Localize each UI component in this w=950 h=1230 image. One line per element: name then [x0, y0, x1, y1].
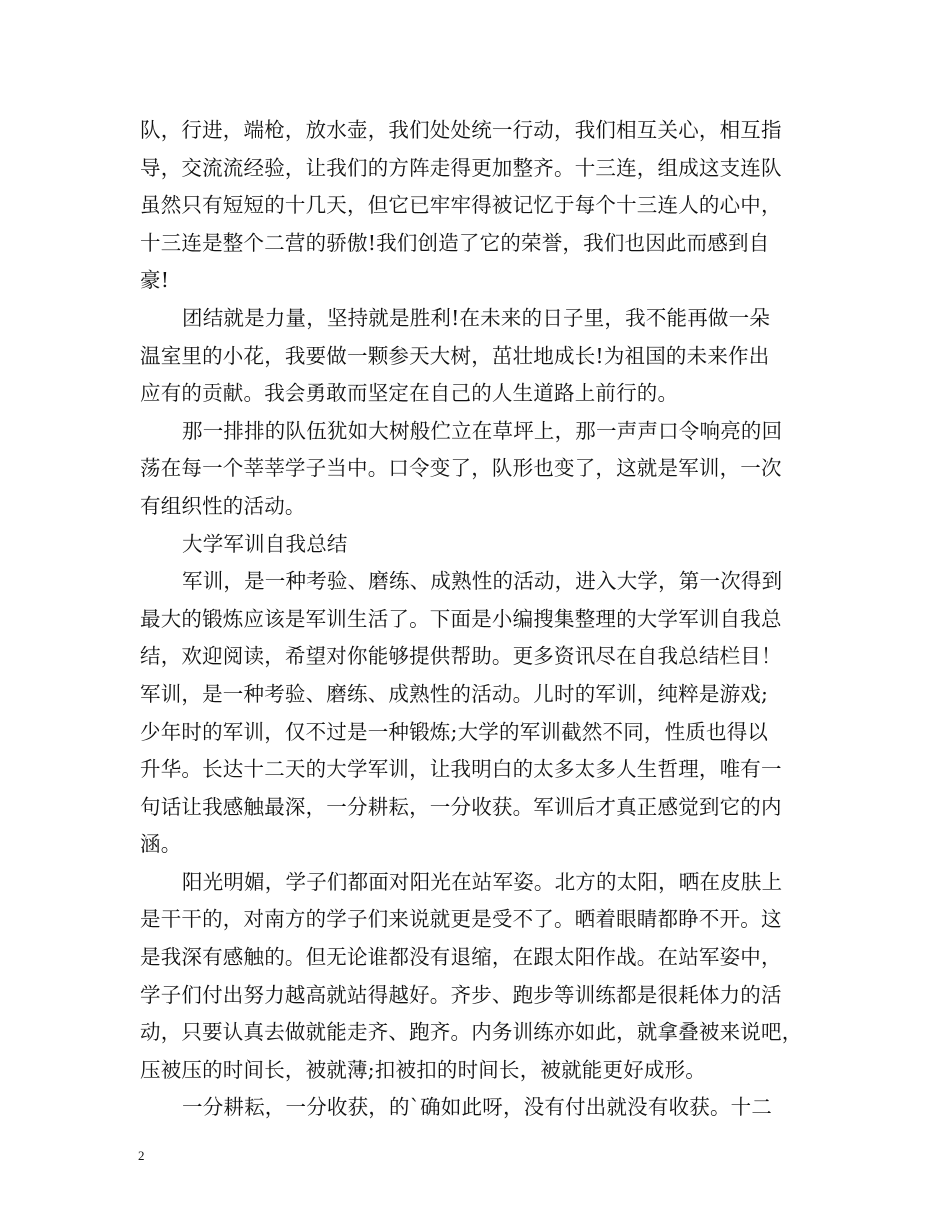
text-line: 最大的锻炼应该是军训生活了。下面是小编搜集整理的大学军训自我总: [140, 606, 782, 631]
text-line: 学子们付出努力越高就站得越好。齐步、跑步等训练都是很耗体力的活: [140, 982, 782, 1007]
document-body: [140, 112, 812, 1127]
text-line: 阳光明媚，学子们都面对阳光在站军姿。北方的太阳，晒在皮肤上: [182, 869, 783, 894]
text-line: 升华。长达十二天的大学军训，让我明白的太多太多人生哲理，唯有一: [140, 757, 782, 782]
text-line: 是干干的，对南方的学子们来说就更是受不了。晒着眼睛都睁不开。这: [140, 907, 782, 932]
text-line: 军训，是一种考验、磨练、成熟性的活动，进入大学，第一次得到: [182, 569, 783, 594]
text-line: 军训，是一种考验、磨练、成熟性的活动。儿时的军训，纯粹是游戏;: [140, 681, 769, 706]
text-line: 有组织性的活动。: [140, 493, 306, 518]
text-line: 荡在每一个莘莘学子当中。口令变了，队形也变了，这就是军训，一次: [140, 456, 782, 481]
text-line: 团结就是力量，坚持就是胜利!在未来的日子里，我不能再做一朵: [182, 305, 771, 330]
text-line: 温室里的小花，我要做一颗参天大树，茁壮地成长!为祖国的未来作出: [140, 343, 770, 368]
text-line: 一分耕耘，一分收获，的`确如此呀，没有付出就没有收获。十二: [182, 1095, 773, 1120]
text-line: 队，行进，端枪，放水壶，我们处处统一行动，我们相互关心，相互指: [140, 118, 782, 142]
text-line: 涵。: [140, 832, 182, 857]
text-line: 十三连是整个二营的骄傲!我们创造了它的荣誉，我们也因此而感到自: [140, 230, 770, 255]
text-line: 少年时的军训，仅不过是一种锻炼;大学的军训截然不同，性质也得以: [140, 719, 769, 744]
text-line: 豪!: [140, 268, 170, 293]
text-line: 结，欢迎阅读，希望对你能够提供帮助。更多资讯尽在自我总结栏目！: [140, 644, 782, 669]
text-line: 应有的贡献。我会勇敢而坚定在自己的人生道路上前行的。: [140, 381, 679, 406]
text-line: 导，交流流经验，让我们的方阵走得更加整齐。十三连，组成这支连队: [140, 155, 782, 180]
text-line: 句话让我感触最深，一分耕耘，一分收获。军训后才真正感觉到它的内: [140, 794, 782, 819]
text-line: 大学军训自我总结: [182, 531, 348, 556]
text-line: 虽然只有短短的十几天，但它已牢牢得被记忆于每个十三连人的心中，: [140, 193, 782, 218]
text-line: 动，只要认真去做就能走齐、跑齐。内务训练亦如此，就拿叠被来说吧，: [140, 1020, 803, 1045]
text-line: 是我深有感触的。但无论谁都没有退缩，在跟太阳作战。在站军姿中，: [140, 945, 782, 970]
text-line: 压被压的时间长，被就薄;扣被扣的时间长，被就能更好成形。: [140, 1057, 707, 1082]
text-line: 那一排排的队伍犹如大树般伫立在草坪上，那一声声口令响亮的回: [182, 418, 783, 443]
page-number: 2: [138, 1148, 145, 1163]
